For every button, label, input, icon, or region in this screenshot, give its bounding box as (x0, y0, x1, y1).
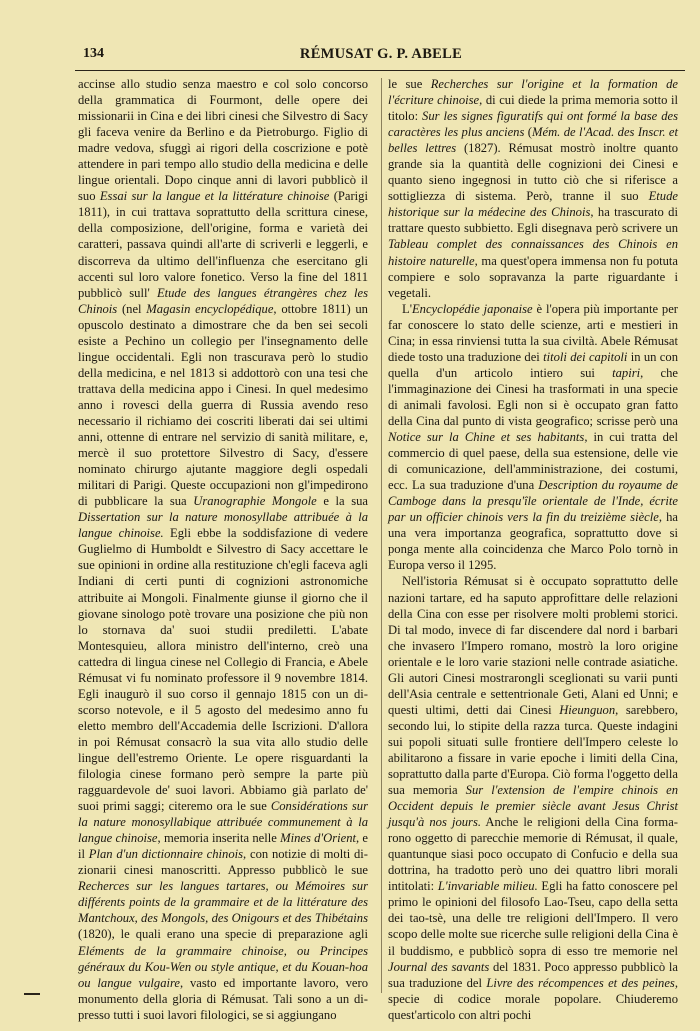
paragraph: L'Encyclopédie japonaise è l'opera più importante per far conoscere lo stato delle scienze, arti e mestieri in Cina; in essa rinviensi tutta la sua civiltà. Abele Rémusat diede tosto una traduzione dei titoli dei capitoli in un con quella d'un articolo intiero sui tapiri, che l'immaginazione dei Cinesi ha trasformati in una specie di animali favolosi. Egli non si è occupato gran fatto della Cina dal punto di vista geografico; scrisse però una Notice sur la Chine et ses habitants, in cui tratta del commercio di quel paese, della sua estensione, delle vie di comunicazione, dell'amministrazione, dei costumi, ecc. La sua traduzione d'una Description du royaume de Camboge dans la presqu'île orientale de l'Inde, écrite par un officier chinois vers la fin du treizième siècle, ha una vera importanza geografica, soprattutto dove si ponga mente alla coincidenza che Marco Polo tornò in Europa verso il 1295. (388, 301, 679, 573)
left-column (78, 76, 369, 1022)
running-head: RÉMUSAT G. P. ABELE (299, 46, 463, 62)
paragraph: Nell'istoria Rémusat si è occupato soprattutto delle nazioni tartare, ed ha saputo approfittare delle relazioni della Cina con esse per risolvere molti problemi storici. Di tal modo, invece di far discendere dal nord i barbari che invasero l'Impero romano, mostrò la loro origine orientale e le loro varie stazioni nelle contrade asiatiche. Gli autori Cinesi mostrarongli sceglionati su varii punti dell'Asia centrale e settentrionale Geti, Alani ed Unni; e questi ultimi, detti dai Cinesi Hieunguon, sarebbero, secondo lui, lo stipite della razza turca. Queste indagini sui popoli situati sulle frontiere dell'Impero celeste lo abilitarono a fissare in varie epoche i limiti della Cina, soprattutto dalla parte d'Europa. Ciò forma l'oggetto della sua memoria Sur l'extension de l'empire chinois en Occident depuis le premier siècle avant Jesus Christ jusqu'à nos jours. Anche le religioni della Cina formarono oggetto di parecchie memorie di Rémusat, il quale, quantunque siasi poco occupato di Confucio e della sua dottrina, ha tradotto però uno dei quattro libri morali intitolati: L'invariable milieu. Egli ha fatto conoscere pel primo le opinioni del filosofo Lao-Tseu, capo della setta dei tao-tsè, una delle tre religioni dell'Impero. Il vero scopo delle molte sue ricerche sulle religioni della Cina è il buddismo, e pubblicò sopra di esso tre memorie nel Journal des savants del 1831. Poco appresso pubblicò la sua traduzione del Livre des récompences et des peines, specie di codice morale popolare. Chiuderemo quest'articolo con altri pochi (388, 574, 678, 1022)
right-column (388, 76, 679, 1022)
page-header (75, 44, 687, 68)
paragraph: accinse allo studio senza maestro e col solo concorso della grammatica di Fourmont, delle opere dei missionarii in Cina e dei libri cinesi che Silvestro di Sacy gli faceva venire da Berlino e da Pietroburgo. Figlio di madre vedova, sfuggì ai rigori della coscrizione e potè attendere in pari tempo allo studio della medicina e delle lingue orientali. Dopo cinque anni di lavori pubblicò il suo Essai sur la langue et la littérature chinoise (Parigi 1811), in cui trattava soprattutto della scrittura cinese, della composizione, dell'origine, forma e varietà dei caratteri, passava quindi all'arte di scriverli e leggerli, e discorreva da ultimo dell'influenza che esercitano gli accenti sul loro valore fonetico. Verso la fine del 1811 pubblicò sull' Etude des langues étrangères chez les Chinois (nel Magasin encyclopédique, ottobre 1811) un opuscolo destinato a dimostrare che da ben sei secoli esiste a Pechino un collegio per l'insegnamento delle lingue occidentali. Egli non trascurava però lo studio della medicina, e nel 1813 si addottorò con una tesi che trattava della medicina appo i Cinesi. In quel medesimo anno i rovesci della guerra di Russia avendo reso necessario il richiamo dei coscriti liberati dai sei ultimi anni, ottenne di entrare nel servizio di sanità militare, e, mercè il suo protettore Silvestro di Sacy, d'essere nominato chirurgo ajutante maggiore degli ospedali militari di Parigi. Queste occupazioni non gl'impedirono di pubblicare la sua Uranographie Mongole e la sua Dissertation sur la nature monosyllabe attribuée à la langue chinoise. Egli ebbe la soddisfazione di vedere Guglielmo di Humboldt e Silvestro di Sacy accettare le sue opinioni in ordine alla restituzione ch'egli faceva agli Indiani di certi punti di cognizioni astronomiche attribuite ai Mongoli. Finalmente giunse il giorno che il giovane sinologo potè trovare una posizione che più non lo stornava da' suoi studii prediletti. L'abate Montesquieu, allora ministro dell'interno, creò una cattedra di lingua cinese nel Collegio di Francia, e Abele Rémusat vi fu nominato professore il 9 novembre 1814. Egli inaugurò il suo corso il gennajo 1815 con un discorso notevole, e il 5 agosto del medesimo anno fu eletto membro dell'Accademia delle Iscrizioni. D'allora in poi Rémusat consacrò la sua vita allo studio delle lingue dell'estremo Oriente. Le opere risguardanti la filologia cinese formano però sempre la parte più ragguardevole de' suoi lavori. Abbiamo già parlato de' suoi primi saggi; citeremo ora le sue Considérations sur la nature monosyllabique attribuée communement à la langue chinoise, memoria inserita nelle Mines d'Orient, e il Plan d'un dictionnaire chinois, con notizie di molti dizionarii cinesi manoscritti. Appresso pubblicò le sue Recherces sur les langues tartares, ou Mémoires sur différents points de la grammaire et de la littérature des Mantchoux, des Mongols, des Onigours et des Thibétains (1820), le quali erano una specie di preparazione agli Eléments de la grammaire chinoise, ou Principes généraux du Kou-Wen ou style antique, et du Kouan-hoa ou langue vulgaire, vasto ed importante lavoro, vero monumento della gloria di Rémusat. Tali sono a un dipresso tutti i suoi lavori filologici, se si aggiungano (78, 77, 369, 1022)
column-separator (381, 78, 382, 993)
paragraph: le sue Recherches sur l'origine et la formation de l'écriture chinoise, di cui diede la prima memoria sotto il titolo: Sur les signes figuratifs qui ont formé la base des caractères les plus anciens (Mém. de l'Acad. des Inscr. et belles lettres (1827). Rémusat mostrò inoltre quanto grande sia la quantità delle cognizioni dei Cinesi e quanto sieno ingegnosi in tutto ciò che si riferisce a sottigliezza di sistema. Però, tranne il suo Etude historique sur la médecine des Chinois, ha trascurato di trattare questo subbietto. Egli disegnava però scrivere un Tableau complet des connaissances des Chinois en histoire naturelle, ma quest'opera immensa non fu potuta compiere e solo sopravanza la parte riguardante i vegetali. (388, 77, 678, 300)
margin-mark (24, 993, 40, 995)
page-number: 134 (83, 46, 104, 61)
header-rule (75, 70, 685, 71)
